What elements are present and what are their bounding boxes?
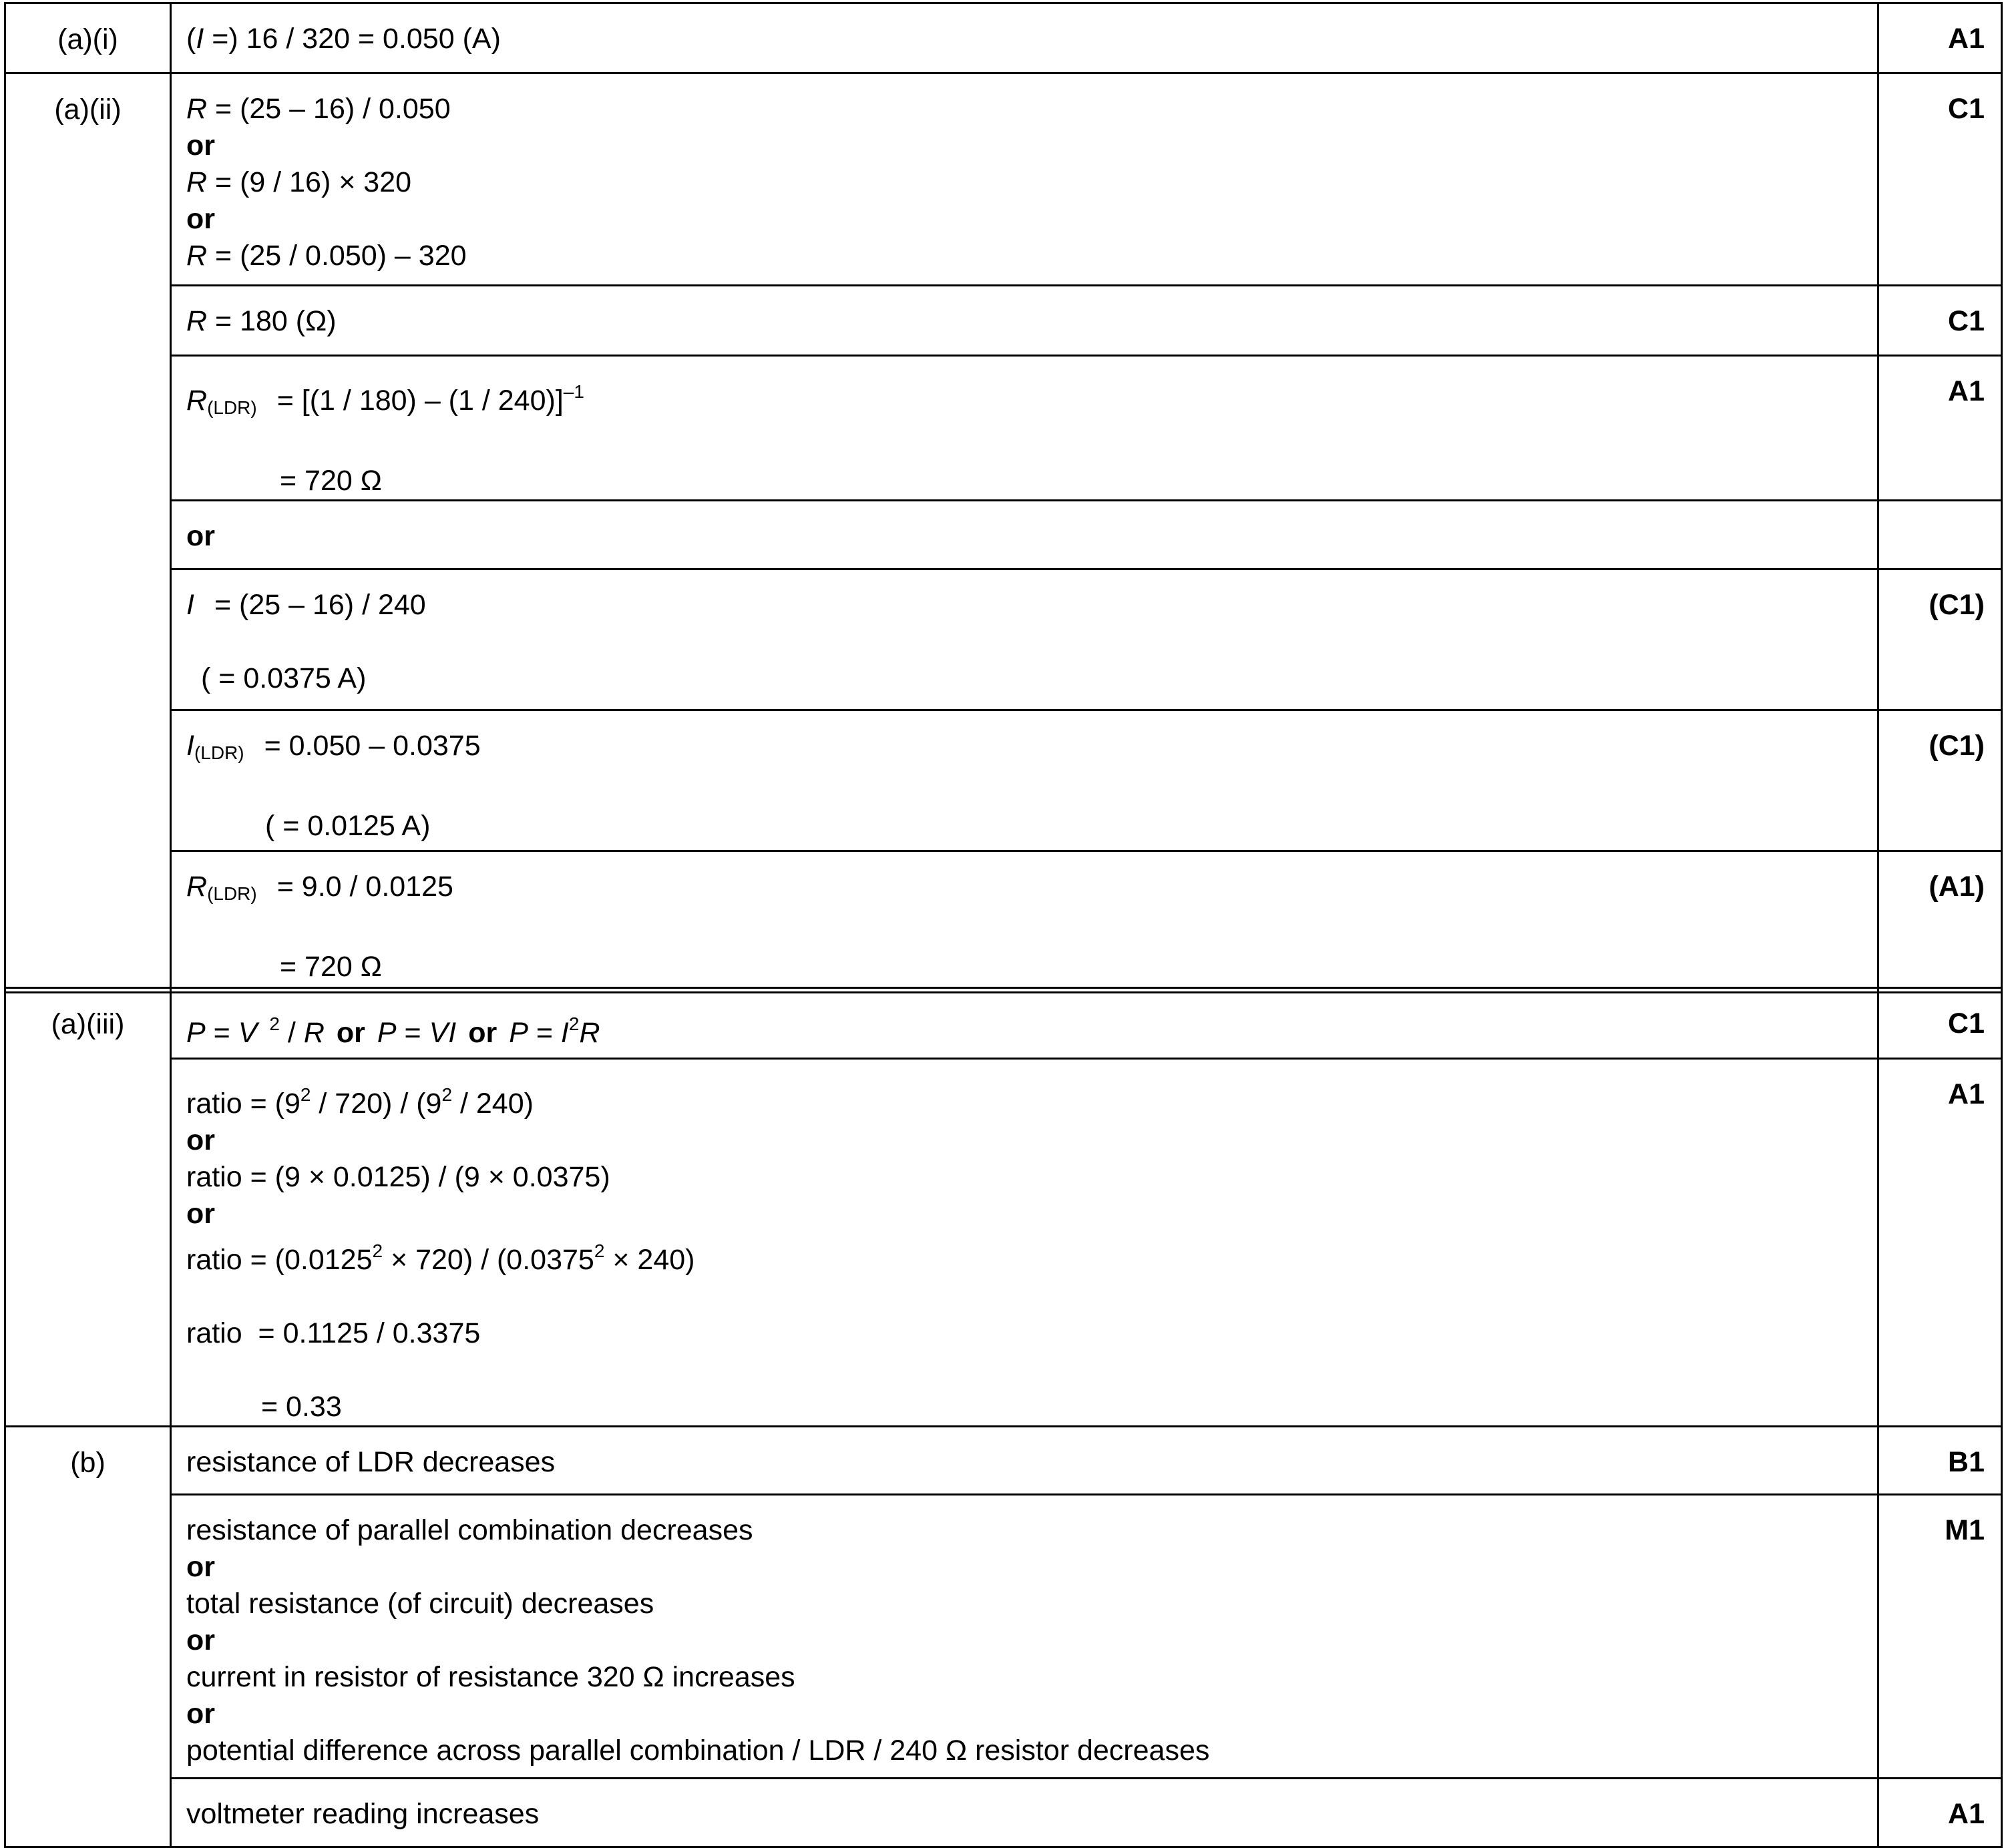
answer-line: current in resistor of resistance 320 Ω increases [186,1661,795,1693]
answer-result: = 0.33 [261,1391,342,1423]
answer-line: R = (9 / 16) × 320 [186,166,412,198]
answer-result: ( = 0.0375 A) [201,662,367,694]
or-label: or [171,501,1878,569]
answer-cell [171,73,1878,286]
answer-result: = 720 Ω [280,465,382,497]
mark-cell: A1 [1878,1059,2002,1427]
answer-text: (I =) 16 / 320 = 0.050 (A) [186,23,501,55]
answer-cell [171,710,1878,851]
mark-cell: (C1) [1878,569,2002,710]
mark-cell: A1 [1878,356,2002,501]
table-row [5,1427,2002,1495]
or-label: or [186,1698,215,1730]
power-formulas: P = V $^2$ / R or P = VI or $P = I^2R$ [186,1013,600,1049]
answer-line: R = (25 – 16) / 0.050 [186,93,451,125]
table-row [5,73,2002,286]
table-row [5,569,2002,710]
mark-cell: A1 [1878,1779,2002,1847]
answer-line: total resistance (of circuit) decreases [186,1588,654,1620]
table-row [5,501,2002,569]
question-ref: (b) [5,1427,171,1847]
mark-scheme-table-part-b [4,987,2003,1848]
mark-cell: C1 [1878,988,2002,1059]
table-row [5,988,2002,1059]
answer-cell [171,851,1878,993]
answer-cell [171,569,1878,710]
answer-line: $R_{(LDR)} = 9.0 / 0.0125$ [186,871,453,904]
answer-line: $I_{(LDR)} = 0.050 - 0.0375$ [186,730,481,763]
question-ref: (a)(iii) [5,988,171,1427]
or-label: or [186,1198,215,1230]
answer-line: $R_{(LDR)} = [(1 / 180) - (1 / 240)]^{-1}$ [186,381,584,418]
question-ref: (a)(i) [5,3,171,73]
answer-cell [171,3,1878,73]
answer-result: = 720 Ω [280,951,382,983]
question-ref: (a)(ii) [5,73,171,993]
mark-cell: (A1) [1878,851,2002,993]
table-row [5,710,2002,851]
answer-cell [171,1495,1878,1779]
table-row [5,3,2002,73]
mark-cell: B1 [1878,1427,2002,1495]
answer-line: potential difference across parallel combination / LDR / 240 Ω resistor decreases [186,1735,1210,1767]
table-row [5,356,2002,501]
answer-line: ratio = 0.1125 / 0.3375 [186,1317,481,1349]
answer-line: R = (25 / 0.050) – 320 [186,240,467,272]
or-label: or [186,130,215,162]
mark-cell: (C1) [1878,710,2002,851]
table-row [5,1495,2002,1779]
mark-cell: M1 [1878,1495,2002,1779]
answer-cell: voltmeter reading increases [171,1779,1878,1847]
answer-cell [171,286,1878,356]
mark-cell: A1 [1878,3,2002,73]
or-label: or [186,1551,215,1583]
answer-result: ( = 0.0125 A) [265,810,431,842]
table-row [5,1059,2002,1427]
mark-cell: C1 [1878,73,2002,286]
or-label: or [186,203,215,235]
or-label: or [186,1624,215,1656]
mark-cell [1878,501,2002,569]
answer-line: I = (25 – 16) / 240 [186,589,426,621]
answer-line: ratio = (9 × 0.0125) / (9 × 0.0375) [186,1161,610,1193]
answer-line: ratio = $(0.0125^2 \times 720) / (0.0375^2 \times 240)$ [186,1240,695,1276]
answer-cell [171,1059,1878,1427]
or-label: or [186,1124,215,1156]
table-row [5,286,2002,356]
answer-cell [171,356,1878,501]
mark-scheme-table-part-a [4,2,2003,993]
answer-line: ratio = $(9^2 / 720) / (9^2 / 240)$ [186,1084,534,1120]
answer-line: resistance of parallel combination decreases [186,1514,753,1546]
table-row [5,851,2002,993]
answer-cell [171,988,1878,1059]
table-row [5,1779,2002,1847]
mark-cell: C1 [1878,286,2002,356]
answer-line: R = 180 (Ω) [186,305,337,337]
answer-cell: resistance of LDR decreases [171,1427,1878,1495]
